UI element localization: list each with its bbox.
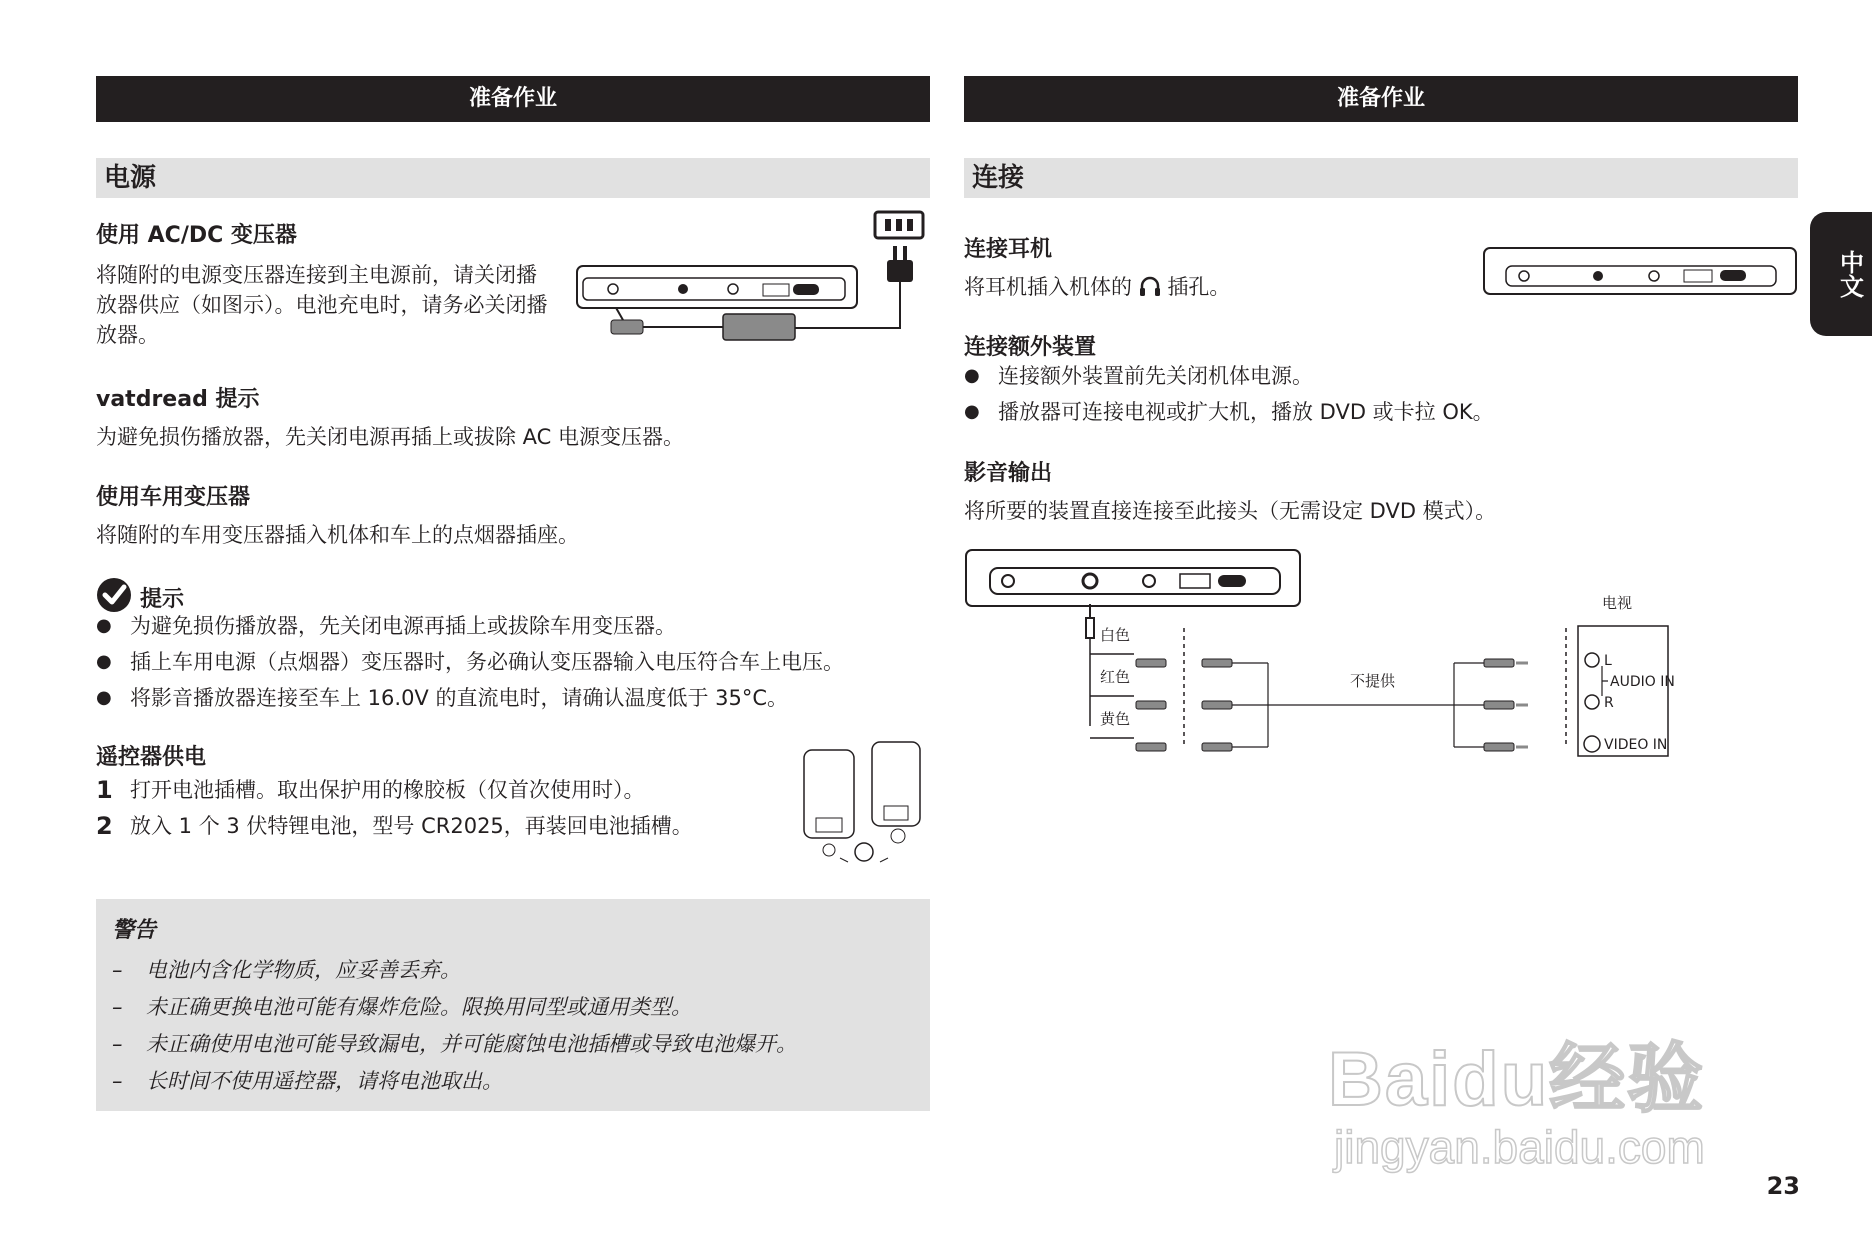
label-l: L — [1604, 653, 1612, 669]
language-tab: 中文 — [1810, 212, 1872, 336]
remote-battery-illustration — [800, 738, 930, 870]
ac-adapter-illustration — [575, 208, 931, 348]
list-item: ● 将影音播放器连接至车上 16.0V 的直流电时，请确认温度低于 35°C。 — [96, 686, 789, 710]
av-connection-diagram — [964, 548, 1684, 768]
right-section-title: 连接 — [964, 158, 1798, 198]
extra-list — [964, 358, 1798, 430]
ac-dc-heading: 使用 AC/DC 变压器 — [96, 223, 297, 248]
list-item: ● 为避免损伤播放器，先关闭电源再插上或拔除车用变压器。 — [96, 614, 676, 638]
left-header-bar: 准备作业 — [96, 76, 930, 122]
list-item: – 未正确使用电池可能导致漏电，并可能腐蚀电池插槽或导致电池爆开。 — [112, 1032, 797, 1056]
label-video-in: VIDEO IN — [1604, 737, 1668, 753]
list-item: ● 连接额外装置前先关闭机体电源。 — [964, 364, 1313, 388]
av-body: 将所要的装置直接连接至此接头（无需设定 DVD 模式）。 — [964, 499, 1497, 523]
list-item: 2 放入 1 个 3 伏特锂电池，型号 CR2025，再装回电池插槽。 — [96, 812, 693, 840]
ac-dc-body: 将随附的电源变压器连接到主电源前，请关闭播放器供应（如图示）。电池充电时，请务必关闭播放器。 — [96, 263, 548, 347]
label-tv: 电视 — [1602, 594, 1633, 612]
watermark-url: jingyan.baidu.com — [1334, 1121, 1705, 1173]
list-item: ● 播放器可连接电视或扩大机，播放 DVD 或卡拉 OK。 — [964, 400, 1494, 424]
baidu-watermark — [1328, 1000, 1808, 1180]
label-white: 白色 — [1100, 626, 1131, 644]
warning-title: 警告 — [112, 918, 157, 943]
av-heading: 影音输出 — [964, 461, 1053, 486]
remote-heading: 遥控器供电 — [96, 745, 207, 770]
label-not-supplied: 不提供 — [1350, 672, 1396, 690]
tip1-body: 为避免损伤播放器，先关闭电源再插上或拔除 AC 电源变压器。 — [96, 425, 685, 449]
tip2-list — [96, 608, 930, 716]
headphones-heading: 连接耳机 — [964, 237, 1053, 262]
list-item: – 未正确更换电池可能有爆炸危险。限换用同型或通用类型。 — [112, 995, 692, 1019]
list-item: – 长时间不使用遥控器，请将电池取出。 — [112, 1069, 503, 1093]
list-item: 1 打开电池插槽。取出保护用的橡胶板（仅首次使用时）。 — [96, 776, 645, 804]
remote-steps — [96, 772, 786, 844]
label-yellow: 黄色 — [1100, 710, 1131, 728]
player-front-illustration — [1482, 246, 1798, 298]
car-body: 将随附的车用变压器插入机体和车上的点烟器插座。 — [96, 523, 579, 547]
headphones-icon — [1139, 275, 1161, 297]
extra-heading: 连接额外装置 — [964, 335, 1097, 360]
label-red: 红色 — [1100, 668, 1131, 686]
list-item: – 电池内含化学物质，应妥善丢弃。 — [112, 958, 461, 982]
label-r: R — [1604, 695, 1614, 711]
car-heading: 使用车用变压器 — [96, 485, 251, 510]
right-header-bar: 准备作业 — [964, 76, 1798, 122]
page-number: 23 — [1766, 1172, 1800, 1200]
left-section-title: 电源 — [96, 158, 930, 198]
headphones-body: 将耳机插入机体的 插孔。 — [964, 275, 1231, 299]
tip1-heading: vatdread 提示 — [96, 387, 260, 412]
list-item: ● 插上车用电源（点烟器）变压器时，务必确认变压器输入电压符合车上电压。 — [96, 650, 844, 674]
label-audio-in: AUDIO IN — [1610, 674, 1675, 690]
watermark-logo: Baidu经验 — [1328, 1037, 1706, 1122]
warning-box — [96, 899, 930, 1111]
tip2-heading: 提示 — [140, 587, 185, 612]
